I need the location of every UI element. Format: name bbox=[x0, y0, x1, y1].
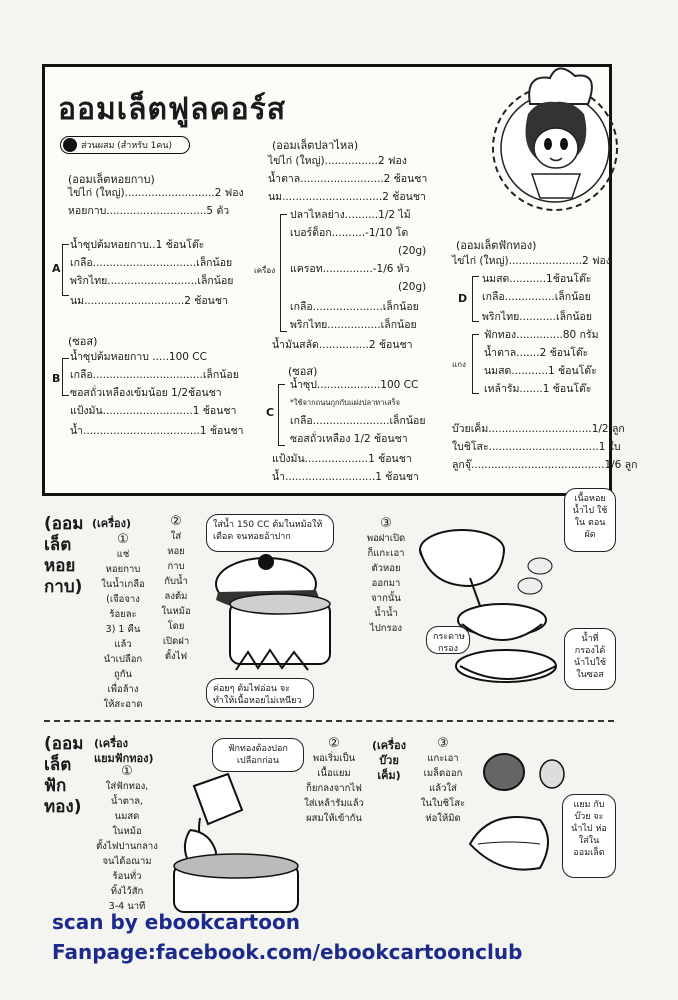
ingredient-row: เหล้ารัม.......1 ช้อนโต๊ะ bbox=[484, 383, 592, 395]
step-text: ตัวหอย bbox=[371, 563, 401, 574]
ingredient-row: เกลือ...............................เล็กน้อย bbox=[70, 257, 233, 269]
ingredient-row: น้ำซุปต้มหอยกาบ .....100 CC bbox=[70, 351, 207, 363]
ingredient-row: พริกไทย...........เล็กน้อย bbox=[482, 311, 593, 323]
sub-line: แยมฟักทอง) bbox=[94, 752, 154, 765]
step-text: ร้อยละ bbox=[109, 609, 137, 620]
sub-line: บ๊วย bbox=[379, 754, 399, 767]
ingredient-row: แครอท...............-1/6 หัว bbox=[290, 263, 410, 275]
step-1 bbox=[98, 532, 148, 712]
step-1 bbox=[96, 764, 158, 914]
group-d-label: D bbox=[458, 292, 468, 305]
step-text: ก็ยกลงจากไฟ bbox=[306, 783, 362, 794]
filling-side-label: เครื่อง bbox=[254, 266, 276, 275]
ingredient-row: เกลือ.....................เล็กน้อย bbox=[290, 301, 419, 313]
sauce-heading: (ซอส) bbox=[288, 365, 318, 378]
step-text: 3-4 นาที bbox=[108, 901, 146, 912]
step-text: เปิดฝา bbox=[162, 636, 190, 647]
pot-with-clams-illustration bbox=[196, 540, 356, 696]
step-text: ในน้ำเกลือ bbox=[101, 579, 145, 590]
ingredient-row: ฟักทอง..............80 กรัม bbox=[484, 329, 599, 341]
ingredient-row: นม..............................2 ช้อนชา bbox=[70, 295, 228, 307]
step-text: หอย bbox=[167, 546, 185, 557]
step-number: ② bbox=[328, 736, 340, 751]
step-text: แกะเอา bbox=[427, 753, 459, 764]
jam-side-label: แกง bbox=[452, 360, 466, 369]
ingredient-row: ซอสถั่วเหลือง 1/2 ช้อนชา bbox=[290, 433, 408, 445]
step-text: ห่อให้มิด bbox=[425, 813, 461, 824]
group-b-bracket bbox=[62, 358, 69, 396]
step-text: (เจือจาง bbox=[106, 594, 140, 605]
ingredient-row: ไข่ไก่ (ใหญ่)...........................2 ฟอง bbox=[68, 187, 244, 199]
step-text: เนื้อแยม bbox=[317, 768, 351, 779]
section-sub-heading: (เครื่อง) bbox=[92, 517, 132, 530]
ingredient-row: น้ำ...........................1 ช้อนชา bbox=[272, 471, 419, 483]
step-text: พอเริ่มเป็น bbox=[312, 753, 356, 764]
step-text: ไปกรอง bbox=[369, 623, 402, 634]
ingredient-note: *ใช้จากถนนกุกกับแฝงปลาทาเสร็จ bbox=[290, 398, 401, 407]
page-title: ออมเล็ตฟูลคอร์ส bbox=[58, 92, 287, 127]
step-3 bbox=[358, 516, 414, 636]
step-text: จนได้อณาม bbox=[102, 856, 152, 867]
ingredient-row: เกลือ.......................เล็กน้อย bbox=[290, 415, 426, 427]
step-2 bbox=[156, 514, 196, 664]
step-text: นำเปลือก bbox=[103, 654, 143, 665]
step-text: แล้ว bbox=[114, 639, 132, 650]
speech-bubble: ฟักทองต้องปอกเปลือกก่อน bbox=[212, 738, 304, 772]
step-text: แล้วใส่ bbox=[429, 783, 457, 794]
speech-bubble: เนื้อหอย น้ำไป ใช้ใน ตอนผัด bbox=[564, 488, 616, 552]
pot-with-pumpkin-illustration bbox=[150, 770, 310, 920]
step-number: ③ bbox=[380, 516, 392, 531]
omelet-clam-heading: (ออมเล็ตหอยกาบ) bbox=[68, 173, 155, 186]
speech-bubble: ค่อยๆ ต้มไฟอ่อน จะทำให้เนื้อหอยไม่เหนียว bbox=[206, 678, 314, 708]
label-line: เล็ต bbox=[44, 535, 72, 555]
step-text: กับน้ำ bbox=[164, 576, 188, 587]
step-text: หอยกาบ bbox=[105, 564, 141, 575]
group-a-bracket bbox=[62, 244, 69, 296]
group-b-label: B bbox=[52, 372, 61, 385]
step-text: ตั้งไฟ bbox=[164, 651, 188, 662]
step-number: ① bbox=[121, 764, 133, 779]
section-sub-heading bbox=[94, 736, 154, 766]
ingredient-row: แป้งมัน...........................1 ช้อนชา bbox=[70, 405, 237, 417]
step-text: 3) 1 คืน bbox=[105, 624, 141, 635]
chef-mascot-illustration bbox=[480, 56, 630, 216]
section-divider bbox=[44, 720, 614, 722]
section-sub-heading bbox=[372, 738, 406, 783]
step-text: ตั้งไฟปานกลาง bbox=[96, 841, 158, 852]
ingredient-row: น้ำซุปต้มหอยกาบ..1 ช้อนโต๊ะ bbox=[70, 239, 205, 251]
ingredient-row: นมสด...........1ช้อนโต๊ะ bbox=[482, 273, 592, 285]
step-number: ② bbox=[170, 514, 182, 529]
step-text: ในหม้อ bbox=[161, 606, 191, 617]
ingredient-row: น้ำซุป...................100 CC bbox=[290, 379, 419, 391]
step-text: ใส่เหล้ารัมแล้ว bbox=[304, 798, 364, 809]
step-2 bbox=[300, 736, 368, 826]
omelet-pumpkin-heading: (ออมเล็ตฟักทอง) bbox=[456, 239, 537, 252]
group-c-bracket bbox=[278, 384, 285, 446]
label-line: (ออม bbox=[44, 514, 84, 534]
step-text: ถูกัน bbox=[114, 669, 132, 680]
ingredient-row: พริกไทย...........................เล็กน้อย bbox=[70, 275, 234, 287]
ingredient-row: ไข่ไก่ (ใหญ่)......................2 ฟอง bbox=[452, 255, 611, 267]
step-text: น้ำน้ำ bbox=[374, 608, 398, 619]
step-text: ใส่ฟักทอง, bbox=[105, 781, 149, 792]
step-text: กาบ bbox=[167, 561, 185, 572]
step-text: ก็แกะเอา bbox=[367, 548, 405, 559]
fanpage-link[interactable]: Fanpage:facebook.com/ebookcartoonclub bbox=[52, 940, 523, 964]
strainer-bowl-illustration bbox=[410, 516, 570, 696]
ingredient-row: น้ำตาล.........................2 ช้อนชา bbox=[268, 173, 428, 185]
ingredient-row: บ๊วยเค็ม...............................1/2 ลูก bbox=[452, 423, 625, 435]
step-text: ทิ้งไว้สัก bbox=[110, 886, 144, 897]
sauce-heading: (ซอส) bbox=[68, 335, 98, 348]
ingredient-row: ใบชิโสะ.................................1 ใบ bbox=[452, 441, 621, 453]
label-line: ฟัก bbox=[44, 776, 67, 796]
group-d-bracket bbox=[472, 276, 479, 322]
speech-bubble: ใส่น้ำ 150 CC ต้มในหม้อให้เดือด จนหอยอ้าปาก bbox=[206, 514, 334, 552]
speech-bubble: กระดาษ กรอง bbox=[426, 626, 470, 654]
ingredient-row: หอยกาบ..............................5 ตัว bbox=[68, 205, 230, 217]
ingredient-row: พริกไทย................เล็กน้อย bbox=[290, 319, 417, 331]
label-line: เล็ต bbox=[44, 755, 72, 775]
servings-pill bbox=[60, 136, 190, 154]
sub-line: (เครื่อง bbox=[372, 739, 407, 752]
servings-label: ส่วนผสม (สำหรับ 1คน) bbox=[81, 141, 173, 151]
label-line: กาบ) bbox=[44, 577, 83, 597]
step-number: ① bbox=[117, 532, 129, 547]
group-a-label: A bbox=[52, 262, 61, 275]
ingredient-row: ปลาไหลย่าง..........1/2 ไม้ bbox=[290, 209, 411, 221]
ingredient-row: น้ำ...................................1 ช้อนชา bbox=[70, 425, 244, 437]
step-text: ในใบชิโสะ bbox=[420, 798, 466, 809]
ingredient-row: ไข่ไก่ (ใหญ่)................2 ฟอง bbox=[268, 155, 407, 167]
step-text: ร้อนทั่ว bbox=[112, 871, 142, 882]
ingredient-row: เกลือ...............เล็กน้อย bbox=[482, 291, 591, 303]
speech-bubble: แยม กับบ๊วย จะนำไป ห่อใส่ใน ออมเล็ต bbox=[562, 794, 616, 878]
label-line: หอย bbox=[44, 556, 76, 576]
label-line: ทอง) bbox=[44, 797, 82, 817]
ingredient-row: ลูกจุ๊........................................1/6 ลูก bbox=[452, 459, 638, 471]
label-line: (ออม bbox=[44, 734, 84, 754]
step-number: ③ bbox=[437, 736, 449, 751]
section-clam-omelet-label bbox=[44, 514, 83, 598]
ingredient-row: เบอร์ด็อก..........-1/10 โต bbox=[290, 227, 409, 239]
step-text: ลงต้ม bbox=[164, 591, 188, 602]
step-text: เมล็ดออก bbox=[423, 768, 463, 779]
group-c-label: C bbox=[266, 406, 275, 419]
step-text: น้ำตาล, bbox=[110, 796, 144, 807]
jam-bracket bbox=[472, 334, 479, 394]
step-text: โดย bbox=[167, 621, 185, 632]
step-text: ให้สะอาด bbox=[103, 699, 143, 710]
ingredient-row: เกลือ.................................เล็กน้อย bbox=[70, 369, 239, 381]
filling-bracket bbox=[280, 214, 287, 332]
step-text: ใส่ bbox=[170, 531, 182, 542]
ingredient-row: แป้งมัน...................1 ช้อนชา bbox=[272, 453, 412, 465]
step-text: แช่ bbox=[116, 549, 130, 560]
step-text: ผสมให้เข้ากัน bbox=[306, 813, 362, 824]
ingredient-row: (20g) bbox=[398, 281, 427, 293]
speech-bubble: น้ำที่ กรองได้ นำไปใช้ ในซอส bbox=[564, 628, 616, 690]
sub-line: (เครื่อง bbox=[94, 737, 129, 750]
ingredient-row: น้ำตาล.......2 ช้อนโต๊ะ bbox=[484, 347, 589, 359]
ingredient-row: นม..............................2 ช้อนชา bbox=[268, 191, 426, 203]
step-text: ออกมา bbox=[371, 578, 401, 589]
ingredient-row: (20g) bbox=[398, 245, 427, 257]
ingredient-row: ซอสถั่วเหลืองเข้มน้อย 1/2ช้อนชา bbox=[70, 387, 222, 399]
scan-credit: scan by ebookcartoon bbox=[52, 910, 300, 934]
omelet-eel-heading: (ออมเล็ตปลาไหล) bbox=[272, 139, 359, 152]
step-text: พอฝาเปิด bbox=[366, 533, 406, 544]
section-pumpkin-omelet-label bbox=[44, 734, 83, 818]
plum-and-shiso-leaf-illustration bbox=[460, 744, 570, 884]
ingredient-row: นมสด...........1 ช้อนโต๊ะ bbox=[484, 365, 597, 377]
sub-line: เค็ม) bbox=[377, 769, 401, 782]
step-text: ในหม้อ bbox=[112, 826, 142, 837]
step-text: นมสด bbox=[114, 811, 140, 822]
step-text: จากนั้น bbox=[371, 593, 401, 604]
pill-dot-icon bbox=[63, 138, 77, 152]
step-text: เพื่อล้าง bbox=[107, 684, 139, 695]
ingredient-row: น้ำมันสลัด...............2 ช้อนชา bbox=[272, 339, 413, 351]
